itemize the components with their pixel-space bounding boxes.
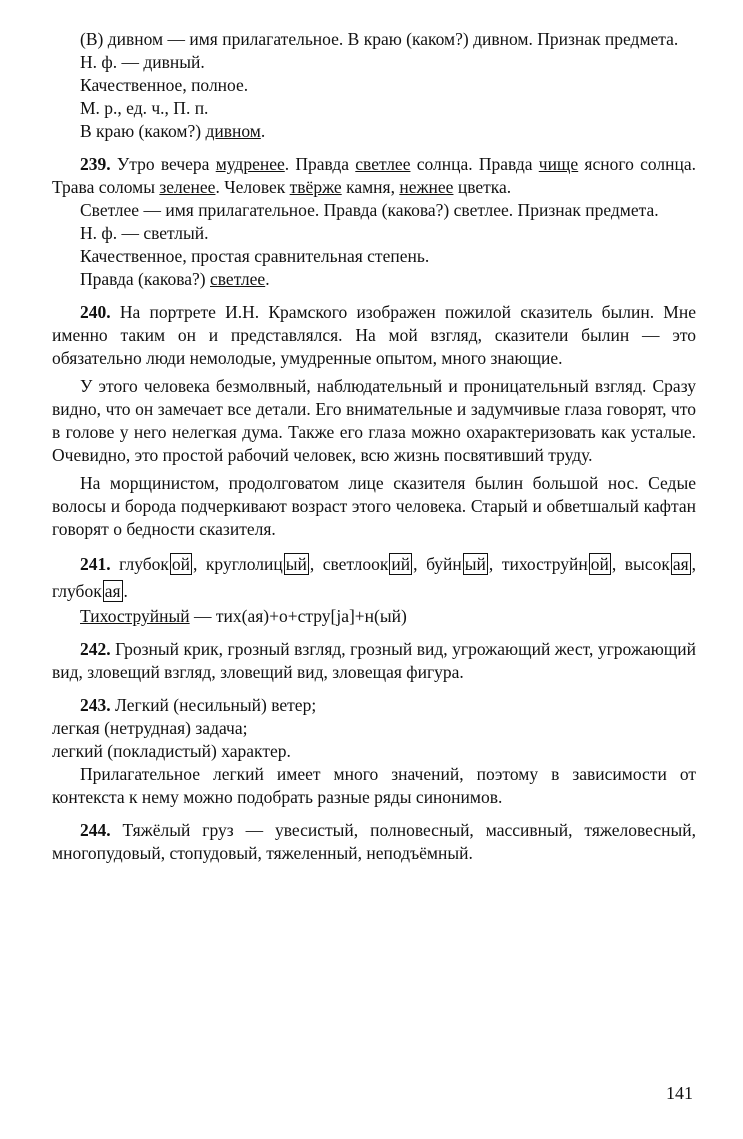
underlined-word: светлее [210,269,266,289]
comparative-word: твёрже [289,177,342,197]
morph-word [119,554,193,574]
word-ending: ая [672,554,689,574]
text: цветка. [453,177,512,197]
exercise-number: 241. [80,554,111,574]
word-stem: тихоструйн [501,554,588,574]
ex243-paragraph2: Прилагательное легкий имеет много значений, поэтому в зависимости от контекста к нему можно подобрать разные ряды синонимов. [52,764,696,807]
text: Утро вечера [110,154,216,174]
b238-line4: М. р., ед. ч., П. п. [80,98,209,118]
word-stem: высок [624,554,670,574]
ex241-formula [52,605,696,628]
comparative-word: зеленее [159,177,216,197]
word-ending: ая [104,581,121,601]
ex239-paragraph1 [52,153,696,199]
text: Легкий (несильный) ветер; [110,695,317,715]
underlined-word: дивном [205,121,261,141]
word-ending: ый [464,554,486,574]
text: В краю (каком?) [80,121,206,141]
text: . Правда [284,154,356,174]
ex244-paragraph [52,819,696,865]
ex240-paragraph1 [52,301,696,370]
ex242-paragraph [52,638,696,684]
word-stem: глубок [119,554,169,574]
word-stem: буйн [426,554,462,574]
comparative-word: чище [538,154,579,174]
word-ending: ой [171,554,190,574]
formula-word: Тихоструйный [80,606,190,626]
word-ending: ый [285,554,307,574]
b238-line1: (В) дивном — имя прилагательное. В краю (каком?) дивном. Признак предмета. [80,29,679,49]
morph-word [426,554,489,574]
page-content [52,28,696,865]
ex241-words: 241. глубок ой , круглолиц ый , светлоок ий , буйн ый , тихоструйн ой , высок ая , глубок ая . [52,554,697,601]
text: Тяжёлый груз — увесистый, полновесный, массивный, тяжеловесный, многопудовый, стопудовый, тяжеленный, неподъёмный. [52,820,696,863]
text: ясного солнца. Трава соломы [52,154,696,197]
ex240-paragraph2: У этого человека безмолвный, наблюдательный и проницательный взгляд. Сразу видно, что он замечает все детали. Его внимательные и задумчивые глаза говорят, что в голове у него нелегкая дума. Также его глаза можно охарактеризовать как усталые. Очевидно, это простой рабочий человек, всю жизнь посвятивший труду. [52,376,696,465]
word-ending: ой [590,554,609,574]
ex243-line1 [52,694,696,717]
formula-breakdown: — тих(ая)+о+стру[ja]+н(ый) [189,606,407,626]
morph-word [625,554,692,574]
page-number: 141 [666,1083,693,1103]
ex239-paragraph4: Качественное, простая сравнительная степень. [80,246,430,266]
morph-word [52,581,124,601]
text: . [265,269,270,289]
text: На портрете И.Н. Крамского изображен пожилой сказитель былин. Мне именно таким он и представлялся. На мой взгляд, сказители былин — это обязательно люди немолодые, умудренные опытом, много знающие. [52,302,696,368]
b238-line2: Н. ф. — дивный. [80,52,205,72]
word-stem: глубок [52,581,102,601]
exercise-number: 240. [80,302,111,322]
text: . [260,121,266,141]
b238-line3: Качественное, полное. [80,75,249,95]
morph-word [502,554,612,574]
text: . Человек [215,177,290,197]
word-ending: ий [391,554,411,574]
ex243-line3: легкий (покладистый) характер. [52,741,291,761]
text: солнца. Правда [410,154,539,174]
exercise-number: 242. [80,639,111,659]
comparative-word: нежнее [399,177,454,197]
ex239-paragraph3: Н. ф. — светлый. [80,223,209,243]
ex243-line2: легкая (нетрудная) задача; [52,718,248,738]
ex240-paragraph3: На морщинистом, продолговатом лице сказителя былин большой нос. Седые волосы и борода подчеркивают возраст этого человека. Старый и обветшалый кафтан говорят о бедности сказителя. [52,473,696,539]
text: Правда (какова?) [80,269,210,289]
text: Грозный крик, грозный взгляд, грозный вид, угрожающий жест, угрожающий вид, зловещий взгляд, зловещий вид, зловещая фигура. [52,639,696,682]
exercise-number: 239. [80,154,111,174]
ex239-paragraph2: Светлее — имя прилагательное. Правда (какова?) светлее. Признак предмета. [80,200,659,220]
ex239-paragraph5 [52,268,696,291]
morph-word [206,554,310,574]
exercise-number: 243. [80,695,111,715]
comparative-word: светлее [355,154,411,174]
word-stem: светлоок [322,554,389,574]
text: камня, [341,177,400,197]
word-stem: круглолиц [205,554,283,574]
morph-word [323,554,413,574]
b238-line5 [52,120,696,143]
comparative-word: мудренее [215,154,285,174]
exercise-number: 244. [80,820,111,840]
